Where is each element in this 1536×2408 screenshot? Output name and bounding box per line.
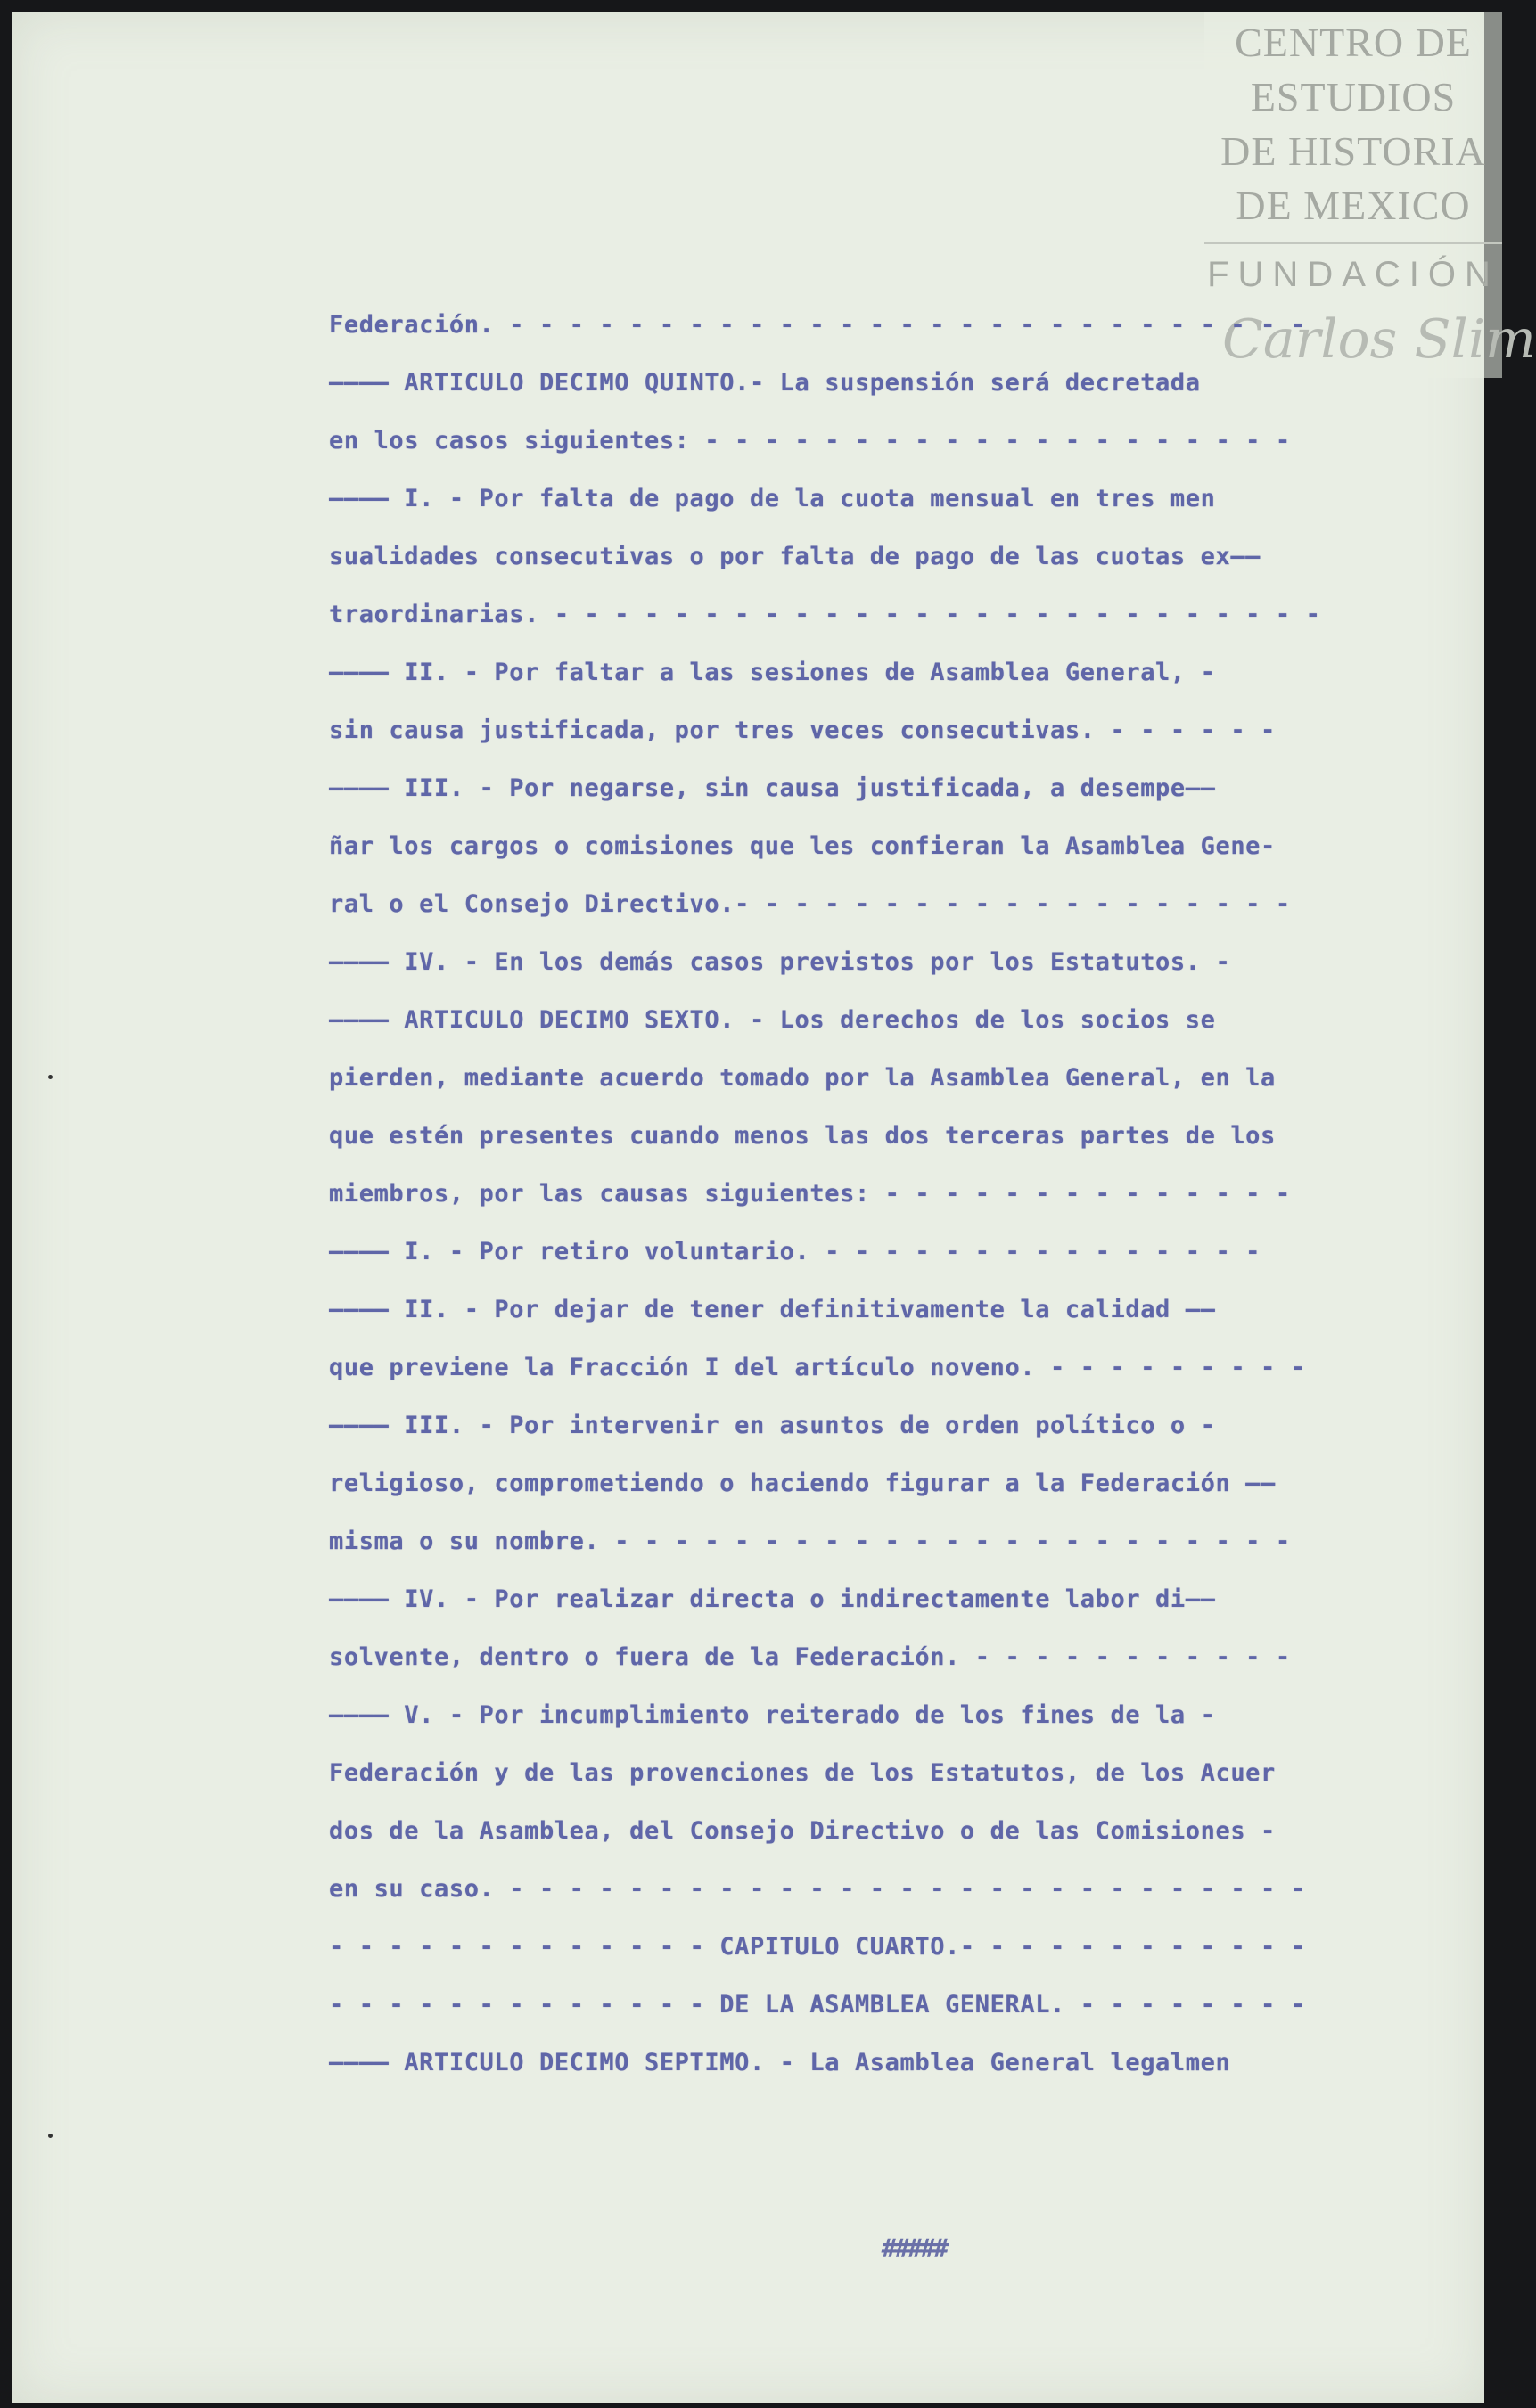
page-number: #####	[882, 2233, 947, 2264]
paper-speck	[48, 2134, 53, 2138]
typed-text-body	[329, 296, 1321, 2092]
text-line: misma o su nombre. - - - - - - - - - - - - - - - - - - - - - - -	[329, 1528, 1291, 1555]
text-line: sin causa justificada, por tres veces consecutivas. - - - - - -	[329, 717, 1276, 744]
text-line: ———— III. - Por intervenir en asuntos de orden político o -	[329, 1412, 1216, 1439]
watermark-line-1: CENTRO DE	[1235, 20, 1472, 65]
text-line: ñar los cargos o comisiones que les confieran la Asamblea Gene-	[329, 832, 1276, 860]
document-page	[12, 12, 1536, 2403]
text-line: ———— IV. - Por realizar directa o indirectamente labor di——	[329, 1585, 1216, 1613]
watermark-signature: Carlos Slim	[1222, 308, 1536, 371]
text-line: que previene la Fracción I del artículo noveno. - - - - - - - - -	[329, 1354, 1306, 1381]
text-line: ———— I. - Por falta de pago de la cuota mensual en tres men	[329, 485, 1216, 512]
text-line: religioso, comprometiendo o haciendo figurar a la Federación ——	[329, 1470, 1276, 1497]
text-line: dos de la Asamblea, del Consejo Directivo o de las Comisiones -	[329, 1817, 1276, 1845]
text-line: solvente, dentro o fuera de la Federación. - - - - - - - - - - -	[329, 1643, 1291, 1671]
text-line: miembros, por las causas siguientes: - - - - - - - - - - - - - -	[329, 1180, 1291, 1208]
text-line: ———— ARTICULO DECIMO SEPTIMO. - La Asamblea General legalmen	[329, 2049, 1231, 2076]
text-line: en los casos siguientes: - - - - - - - - - - - - - - - - - - - -	[329, 427, 1291, 455]
text-line: ———— II. - Por dejar de tener definitivamente la calidad ——	[329, 1296, 1216, 1323]
text-line: ———— III. - Por negarse, sin causa justificada, a desempe——	[329, 774, 1216, 802]
watermark-fundacion: FUNDACIÓN	[1207, 255, 1499, 294]
text-line: ———— II. - Por faltar a las sesiones de Asamblea General, -	[329, 659, 1216, 686]
text-line: ———— ARTICULO DECIMO SEXTO. - Los derechos de los socios se	[329, 1006, 1216, 1034]
text-line: ———— I. - Por retiro voluntario. - - - - - - - - - - - - - - -	[329, 1238, 1261, 1265]
text-line: ———— IV. - En los demás casos previstos por los Estatutos. -	[329, 948, 1231, 976]
text-line: Federación. - - - - - - - - - - - - - - - - - - - - - - - - - - -	[329, 311, 1306, 339]
text-line: sualidades consecutivas o por falta de pago de las cuotas ex——	[329, 543, 1261, 570]
text-line: ———— ARTICULO DECIMO QUINTO.- La suspensión será decretada	[329, 369, 1201, 397]
text-line: en su caso. - - - - - - - - - - - - - - - - - - - - - - - - - - -	[329, 1875, 1306, 1903]
text-line: - - - - - - - - - - - - - DE LA ASAMBLEA GENERAL. - - - - - - - -	[329, 1991, 1306, 2019]
watermark-line-4: DE MEXICO	[1236, 183, 1471, 228]
paper-speck	[48, 1075, 53, 1079]
watermark-line-3: DE HISTORIA	[1220, 128, 1486, 174]
text-line: - - - - - - - - - - - - - CAPITULO CUARTO.- - - - - - - - - - - -	[329, 1933, 1306, 1961]
text-line: ———— V. - Por incumplimiento reiterado de los fines de la -	[329, 1701, 1216, 1729]
text-line: traordinarias. - - - - - - - - - - - - - - - - - - - - - - - - - -	[329, 601, 1321, 628]
text-line: Federación y de las provenciones de los Estatutos, de los Acuer	[329, 1759, 1276, 1787]
text-line: ral o el Consejo Directivo.- - - - - - - - - - - - - - - - - - -	[329, 890, 1291, 918]
watermark-divider	[1204, 242, 1502, 244]
text-line: pierden, mediante acuerdo tomado por la Asamblea General, en la	[329, 1064, 1276, 1092]
watermark-line-2: ESTUDIOS	[1250, 74, 1457, 119]
text-line: que estén presentes cuando menos las dos terceras partes de los	[329, 1122, 1276, 1150]
